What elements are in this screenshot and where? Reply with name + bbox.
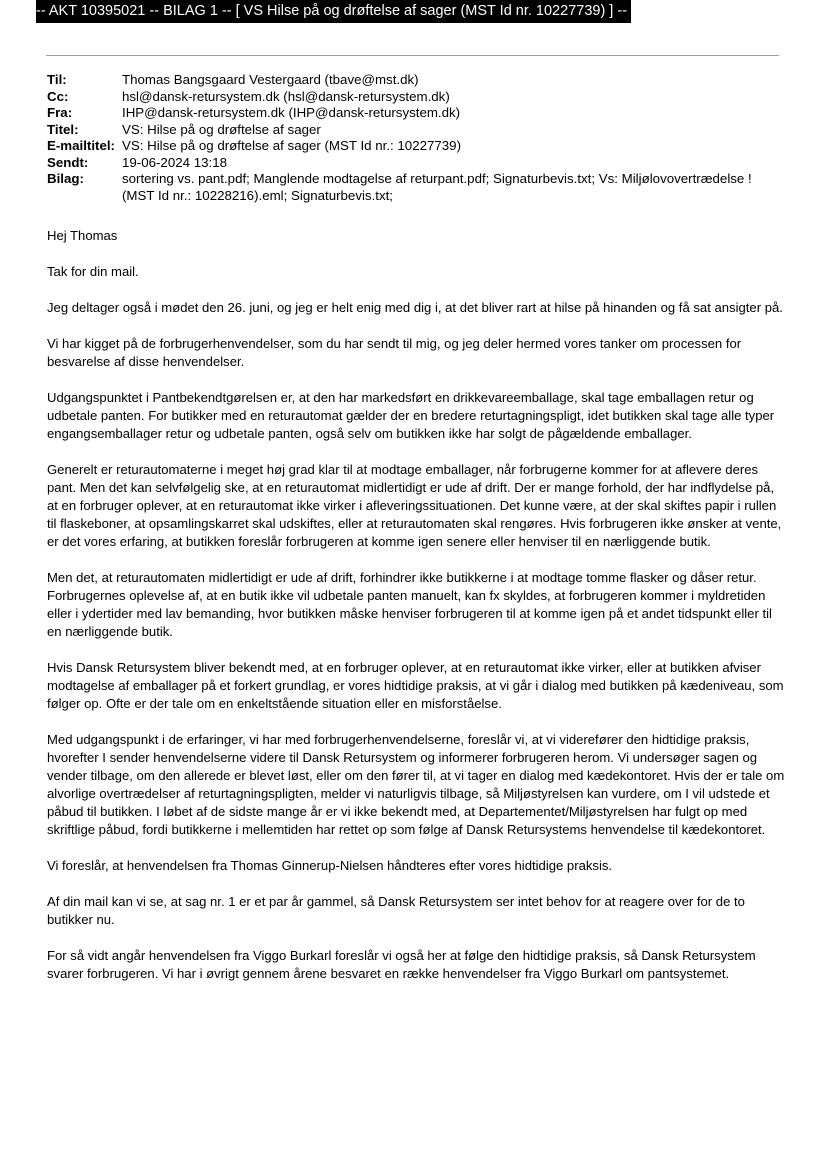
body-paragraph: Men det, at returautomaten midlertidigt er ude af drift, forhindrer ikke butikkerne i at modtage tomme flasker og dåser retur. Forbrugernes oplevelse af, at en butik ikke vil udbetale panten manuelt, kan fx skyldes, at forbrugeren kommer i myldretiden eller i ydertider med lav bemanding, hvor butikken måske henviser forbrugeren til at komme igen på et andet tidspunkt eller til en nærliggende butik. xyxy=(47,570,772,639)
body-paragraph: Med udgangspunkt i de erfaringer, vi har med forbrugerhenvendelserne, foreslår vi, at vi viderefører den hidtidige praksis, hvorefter I sender henvendelserne videre til Dansk Retursystem og informerer forbrugeren herom. Vi undersøger sagen og vender tilbage, om den allerede er blevet løst, eller om den fører til, at vi tager en dialog med kædekontoret. Hvis der er tale om alvorlige overtrædelser af returtagningspligten, melder vi naturligvis tilbage, så Miljøstyrelsen kan vurdere, om I vil udstede et påbud til butikken. I løbet af de sidste mange år er vi ikke bekendt med, at Departementet/Miljøstyrelsen har fulgt op med skriftlige påbud, fordi butikkerne i mellemtiden har rettet op som følge af Dansk Retursystems henvendelse til kædekontoret. xyxy=(47,732,785,837)
header-row-title xyxy=(47,122,787,139)
sent-label: Sendt: xyxy=(47,154,89,170)
email-title-value: VS: Hilse på og drøftelse af sager (MST Id nr.: 10227739) xyxy=(122,138,461,153)
email-body xyxy=(47,227,787,1001)
body-paragraph: For så vidt angår henvendelsen fra Viggo Burkarl foreslår vi også her at følge den hidtidige praksis, så Dansk Retursystem svarer forbrugeren. Vi har i øvrigt gennem årene besvaret en række henvendelser fra Viggo Burkarl om pantsystemet. xyxy=(47,948,756,981)
email-title-label: E-mailtitel: xyxy=(47,138,115,153)
body-paragraph: Tak for din mail. xyxy=(47,264,139,279)
to-label: Til: xyxy=(47,72,67,87)
body-paragraph: Jeg deltager også i mødet den 26. juni, og jeg er helt enig med dig i, at det bliver rart at hilse på hinanden og få sat ansigter på. xyxy=(47,300,783,315)
greeting: Hej Thomas xyxy=(47,228,118,243)
header-row-cc xyxy=(47,89,787,106)
attachments-label: Bilag: xyxy=(47,171,84,186)
cc-value: hsl@dansk-retursystem.dk (hsl@dansk-retursystem.dk) xyxy=(122,88,450,104)
header-row-email-title xyxy=(47,138,787,155)
cc-label: Cc: xyxy=(47,88,69,104)
header-divider xyxy=(46,55,779,56)
document-banner: -- AKT 10395021 -- BILAG 1 -- [ VS Hilse på og drøftelse af sager (MST Id nr. 10227739) ] -- xyxy=(36,0,631,23)
header-row-attachments xyxy=(47,171,787,204)
body-paragraph: Udgangspunktet i Pantbekendtgørelsen er, at den har markedsført en drikkevareemballage, skal tage emballagen retur og udbetale panten. For butikker med en returautomat gælder der en bredere returtagningspligt, idet butikken skal tage alle typer engangsemballager retur og udbetale panten, også selv om butikken ikke har solgt de pågældende emballager. xyxy=(47,390,775,441)
email-header xyxy=(47,72,787,204)
to-value: Thomas Bangsgaard Vestergaard (tbave@mst.dk) xyxy=(122,72,419,87)
header-row-sent xyxy=(47,155,787,172)
body-paragraph: Generelt er returautomaterne i meget høj grad klar til at modtage emballager, når forbrugerne kommer for at aflevere deres pant. Men det kan selvfølgelig ske, at en returautomat midlertidigt er ude af drift. Der er mange forhold, der har indflydelse på, at en forbruger oplever, at en returautomat ikke virker i afleveringssituationen. Det kunne være, at der skal skiftes papir i rullen til flaskeboner, at opsamlingskarret skal udskiftes, eller at returautomaten skal rengøres. Hvis forbrugeren ikke ønsker at vente, er det vores erfaring, at butikken foreslår forbrugeren at komme igen senere eller henviser til en nærliggende butik. xyxy=(47,462,782,549)
attachments-value: sortering vs. pant.pdf; Manglende modtagelse af returpant.pdf; Signaturbevis.txt; Vs: Miljølovovertrædelse ! (MST Id nr.: 10228216).eml; Signaturbevis.txt; xyxy=(122,171,752,203)
body-paragraph: Af din mail kan vi se, at sag nr. 1 er et par år gammel, så Dansk Retursystem ser intet behov for at reagere over for de to butikker nu. xyxy=(47,894,745,927)
title-value: VS: Hilse på og drøftelse af sager xyxy=(122,121,321,137)
body-paragraph: Vi har kigget på de forbrugerhenvendelser, som du har sendt til mig, og jeg deler hermed vores tanker om processen for besvarelse af disse henvendelser. xyxy=(47,336,742,369)
from-value: IHP@dansk-retursystem.dk (IHP@dansk-retursystem.dk) xyxy=(122,105,461,120)
header-row-from xyxy=(47,105,787,122)
header-row-to xyxy=(47,72,787,89)
from-label: Fra: xyxy=(47,105,73,120)
title-label: Titel: xyxy=(47,121,79,137)
body-paragraph: Vi foreslår, at henvendelsen fra Thomas Ginnerup-Nielsen håndteres efter vores hidtidige praksis. xyxy=(47,858,613,873)
body-paragraph: Hvis Dansk Retursystem bliver bekendt med, at en forbruger oplever, at en returautomat ikke virker, eller at butikken afviser modtagelse af emballager på et forkert grundlag, er vores hidtidige praksis, at vi går i dialog med butikken på kædeniveau, som følger op. Ofte er der tale om en enkeltstående situation eller en misforståelse. xyxy=(47,660,784,711)
sent-value: 19-06-2024 13:18 xyxy=(122,154,227,170)
